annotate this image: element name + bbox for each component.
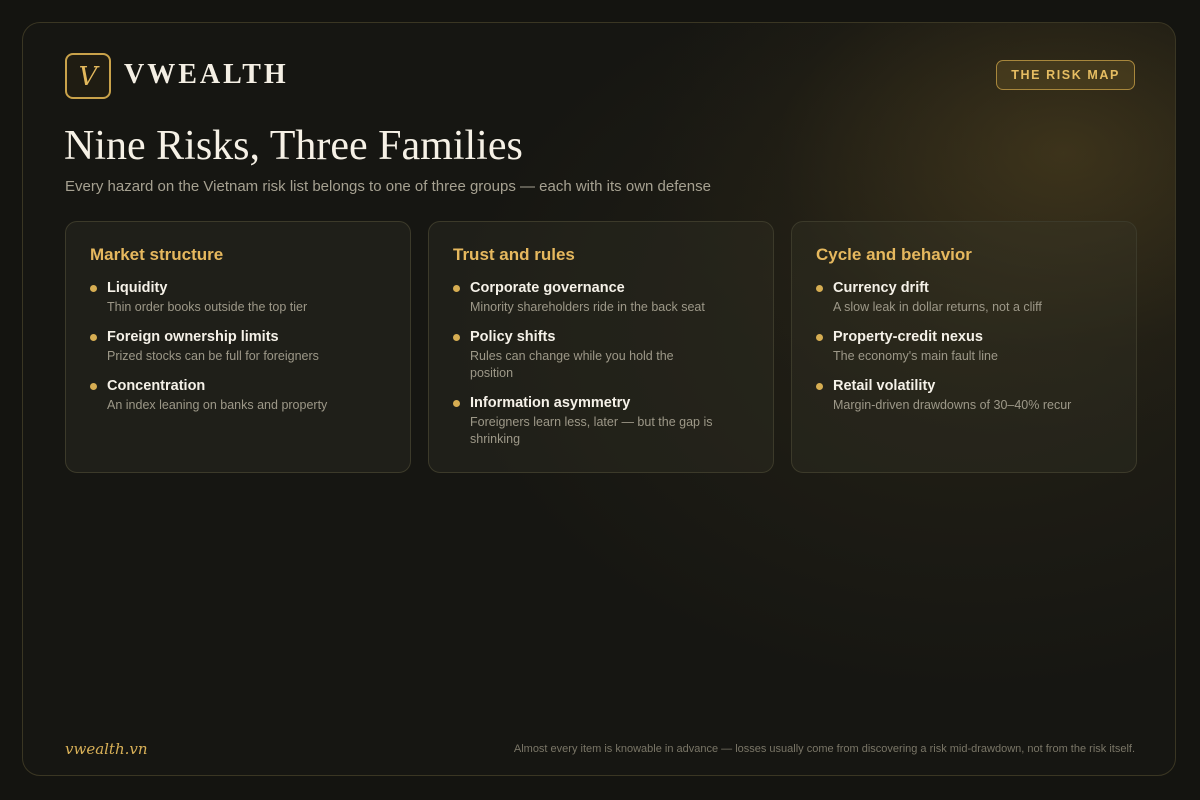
risk-name: Retail volatility <box>833 378 936 394</box>
family-cards <box>65 221 1137 473</box>
bullet-icon <box>90 285 97 292</box>
risk-name: Corporate governance <box>470 280 625 296</box>
bullet-icon <box>816 285 823 292</box>
risk-description: Rules can change while you hold the position <box>470 349 674 380</box>
risk-description: A slow leak in dollar returns, not a cliff <box>833 300 1042 314</box>
bullet-icon <box>816 383 823 390</box>
risk-item <box>816 377 1112 414</box>
risk-item <box>816 328 1112 365</box>
bullet-icon <box>453 400 460 407</box>
bullet-icon <box>453 334 460 341</box>
bullet-icon <box>816 334 823 341</box>
bullet-icon <box>90 383 97 390</box>
risk-item <box>453 394 749 448</box>
footer-note: Almost every item is knowable in advance — losses usually come from discovering a risk mid-drawdown, not from the risk itself. <box>513 743 1135 755</box>
risk-item <box>90 328 386 365</box>
risk-name: Liquidity <box>107 280 168 296</box>
family-card-trust-and-rules <box>428 221 774 473</box>
risk-name: Property-credit nexus <box>833 329 983 345</box>
page-subtitle: Every hazard on the Vietnam risk list belongs to one of three groups — each with its own defense <box>65 178 711 195</box>
risk-description: Minority shareholders ride in the back seat <box>470 300 705 314</box>
slide-frame <box>22 22 1176 776</box>
risk-item <box>90 279 386 316</box>
brand-name: VWEALTH <box>124 59 289 90</box>
site-url: vwealth.vn <box>65 740 148 758</box>
family-title: Trust and rules <box>453 245 575 264</box>
risk-name: Foreign ownership limits <box>107 329 279 345</box>
risk-map-badge: THE RISK MAP <box>996 60 1135 90</box>
risk-description: Margin-driven drawdowns of 30–40% recur <box>833 398 1072 412</box>
risk-name: Policy shifts <box>470 329 556 345</box>
risk-description: Prized stocks can be full for foreigners <box>107 349 319 363</box>
risk-description: An index leaning on banks and property <box>107 398 328 412</box>
risk-name: Concentration <box>107 378 206 394</box>
family-card-market-structure <box>65 221 411 473</box>
family-card-cycle-and-behavior <box>791 221 1137 473</box>
risk-item <box>453 328 749 382</box>
logo-letter: V <box>78 61 98 92</box>
family-title: Market structure <box>90 245 224 264</box>
brand-logo <box>65 53 111 99</box>
bullet-icon <box>90 334 97 341</box>
risk-description: The economy's main fault line <box>833 349 998 363</box>
bullet-icon <box>453 285 460 292</box>
risk-item <box>816 279 1112 316</box>
risk-item <box>453 279 749 316</box>
risk-description: Foreigners learn less, later — but the gap is shrinking <box>470 415 713 446</box>
risk-name: Information asymmetry <box>470 395 631 411</box>
page-title: Nine Risks, Three Families <box>64 123 523 169</box>
risk-item <box>90 377 386 414</box>
risk-description: Thin order books outside the top tier <box>107 300 308 314</box>
risk-name: Currency drift <box>833 280 929 296</box>
family-title: Cycle and behavior <box>816 245 972 264</box>
